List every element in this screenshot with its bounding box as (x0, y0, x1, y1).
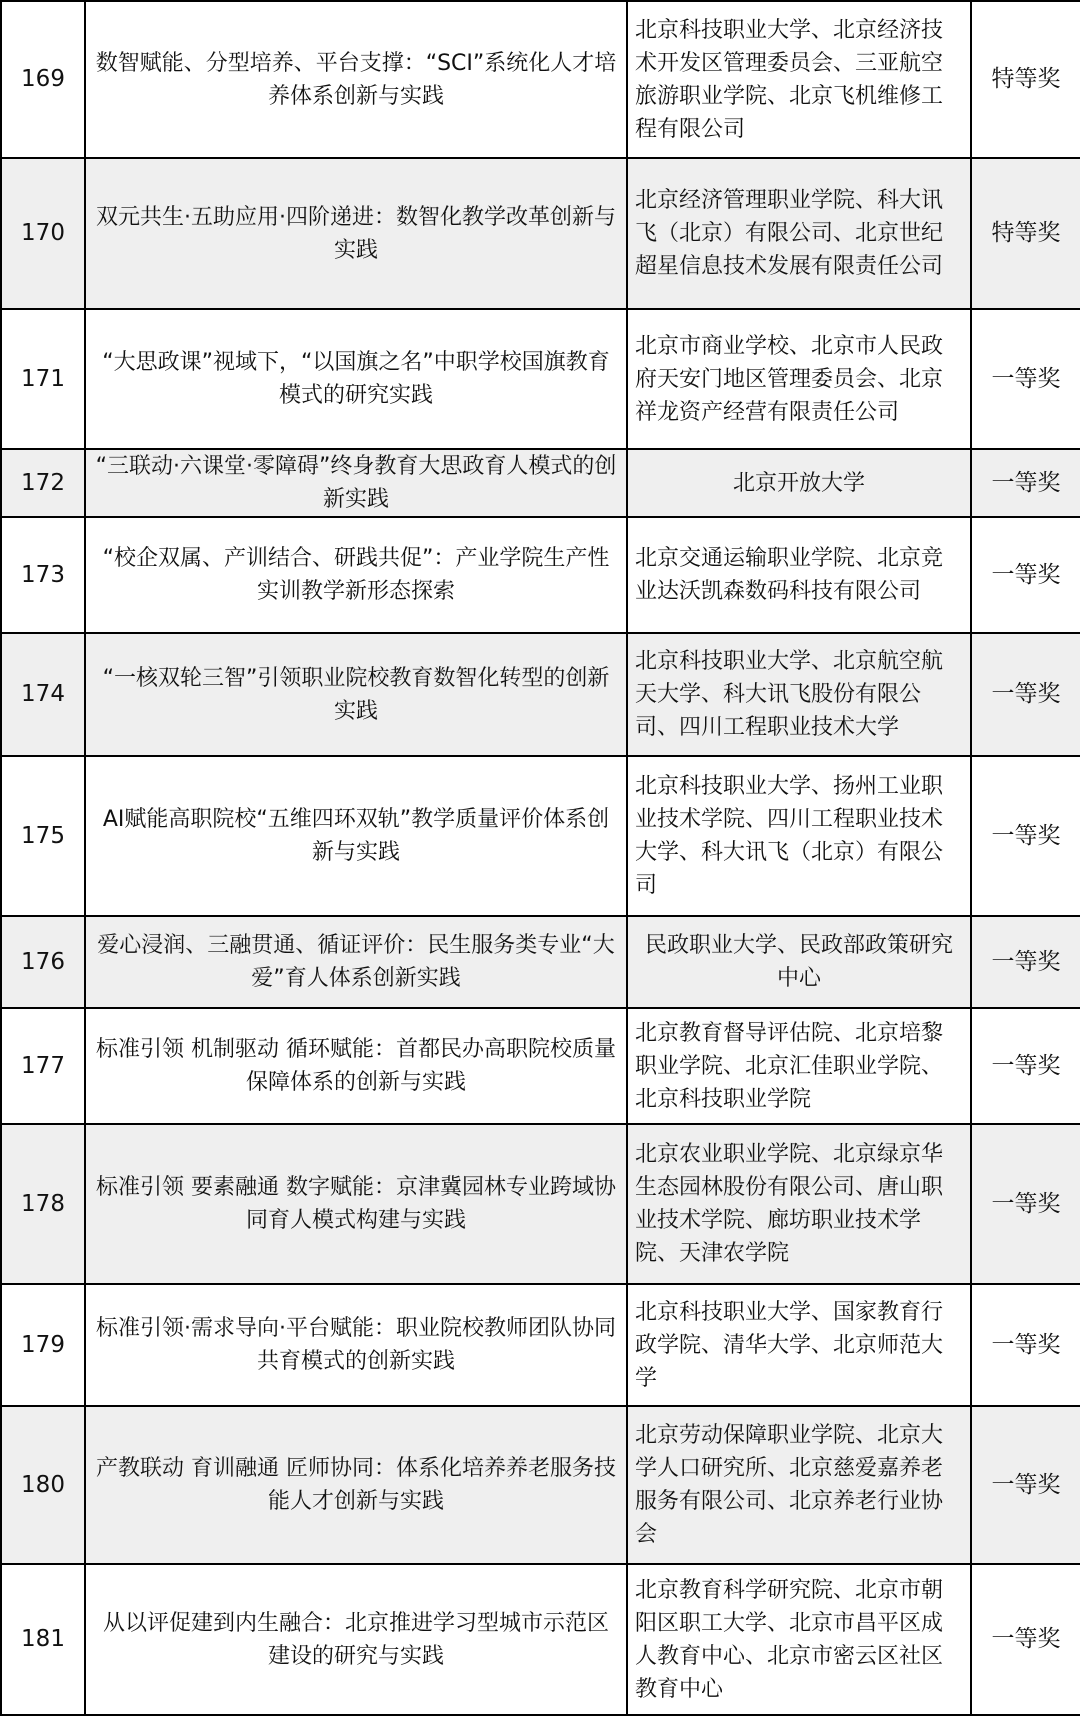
table-row (1, 1284, 1080, 1406)
table-row (1, 633, 1080, 756)
completing-units: 北京开放大学 (627, 449, 971, 517)
award-level: 一等奖 (971, 756, 1080, 916)
completing-units: 北京劳动保障职业学院、北京大学人口研究所、北京慈爱嘉养老服务有限公司、北京养老行业协会 (627, 1406, 971, 1564)
award-level: 一等奖 (971, 1124, 1080, 1284)
row-number: 180 (1, 1406, 85, 1564)
row-number: 178 (1, 1124, 85, 1284)
project-title: 标准引领 机制驱动 循环赋能：首都民办高职院校质量保障体系的创新与实践 (85, 1008, 627, 1124)
project-title: AI赋能高职院校“五维四环双轨”教学质量评价体系创新与实践 (85, 756, 627, 916)
completing-units: 北京教育科学研究院、北京市朝阳区职工大学、北京市昌平区成人教育中心、北京市密云区社区教育中心 (627, 1564, 971, 1715)
table-row (1, 916, 1080, 1008)
award-level: 一等奖 (971, 916, 1080, 1008)
completing-units: 北京科技职业大学、北京经济技术开发区管理委员会、三亚航空旅游职业学院、北京飞机维修工程有限公司 (627, 1, 971, 158)
project-title: 爱心浸润、三融贯通、循证评价：民生服务类专业“大爱”育人体系创新实践 (85, 916, 627, 1008)
award-level: 一等奖 (971, 309, 1080, 449)
row-number: 169 (1, 1, 85, 158)
award-level: 一等奖 (971, 517, 1080, 633)
row-number: 175 (1, 756, 85, 916)
table-row (1, 756, 1080, 916)
award-level: 一等奖 (971, 1406, 1080, 1564)
table-row (1, 158, 1080, 309)
project-title: “大思政课”视域下，“以国旗之名”中职学校国旗教育模式的研究实践 (85, 309, 627, 449)
completing-units: 北京市商业学校、北京市人民政府天安门地区管理委员会、北京祥龙资产经营有限责任公司 (627, 309, 971, 449)
project-title: 产教联动 育训融通 匠师协同：体系化培养养老服务技能人才创新与实践 (85, 1406, 627, 1564)
project-title: “一核双轮三智”引领职业院校教育数智化转型的创新实践 (85, 633, 627, 756)
table-row (1, 517, 1080, 633)
row-number: 181 (1, 1564, 85, 1715)
table-row (1, 1406, 1080, 1564)
completing-units: 北京交通运输职业学院、北京竞业达沃凯森数码科技有限公司 (627, 517, 971, 633)
completing-units: 北京农业职业学院、北京绿京华生态园林股份有限公司、唐山职业技术学院、廊坊职业技术学院、天津农学院 (627, 1124, 971, 1284)
project-title: 数智赋能、分型培养、平台支撑：“SCI”系统化人才培养体系创新与实践 (85, 1, 627, 158)
completing-units: 北京经济管理职业学院、科大讯飞（北京）有限公司、北京世纪超星信息技术发展有限责任公司 (627, 158, 971, 309)
project-title: 从以评促建到内生融合：北京推进学习型城市示范区建设的研究与实践 (85, 1564, 627, 1715)
completing-units: 北京教育督导评估院、北京培黎职业学院、北京汇佳职业学院、北京科技职业学院 (627, 1008, 971, 1124)
project-title: “校企双属、产训结合、研践共促”：产业学院生产性实训教学新形态探索 (85, 517, 627, 633)
table-row (1, 1564, 1080, 1715)
row-number: 171 (1, 309, 85, 449)
completing-units: 北京科技职业大学、北京航空航天大学、科大讯飞股份有限公司、四川工程职业技术大学 (627, 633, 971, 756)
row-number: 176 (1, 916, 85, 1008)
completing-units: 北京科技职业大学、扬州工业职业技术学院、四川工程职业技术大学、科大讯飞（北京）有限公司 (627, 756, 971, 916)
completing-units: 北京科技职业大学、国家教育行政学院、清华大学、北京师范大学 (627, 1284, 971, 1406)
project-title: 标准引领·需求导向·平台赋能：职业院校教师团队协同共育模式的创新实践 (85, 1284, 627, 1406)
awards-table-body (1, 1, 1080, 1715)
row-number: 179 (1, 1284, 85, 1406)
table-row (1, 449, 1080, 517)
row-number: 173 (1, 517, 85, 633)
award-level: 一等奖 (971, 633, 1080, 756)
project-title: “三联动·六课堂·零障碍”终身教育大思政育人模式的创新实践 (85, 449, 627, 517)
row-number: 177 (1, 1008, 85, 1124)
award-level: 一等奖 (971, 1284, 1080, 1406)
row-number: 174 (1, 633, 85, 756)
award-level: 一等奖 (971, 1564, 1080, 1715)
table-row (1, 1124, 1080, 1284)
completing-units: 民政职业大学、民政部政策研究中心 (627, 916, 971, 1008)
row-number: 172 (1, 449, 85, 517)
award-level: 一等奖 (971, 1008, 1080, 1124)
table-row (1, 1008, 1080, 1124)
project-title: 双元共生·五助应用·四阶递进：数智化教学改革创新与实践 (85, 158, 627, 309)
table-row (1, 309, 1080, 449)
award-level: 特等奖 (971, 1, 1080, 158)
award-level: 一等奖 (971, 449, 1080, 517)
project-title: 标准引领 要素融通 数字赋能：京津冀园林专业跨域协同育人模式构建与实践 (85, 1124, 627, 1284)
award-level: 特等奖 (971, 158, 1080, 309)
table-row (1, 1, 1080, 158)
row-number: 170 (1, 158, 85, 309)
